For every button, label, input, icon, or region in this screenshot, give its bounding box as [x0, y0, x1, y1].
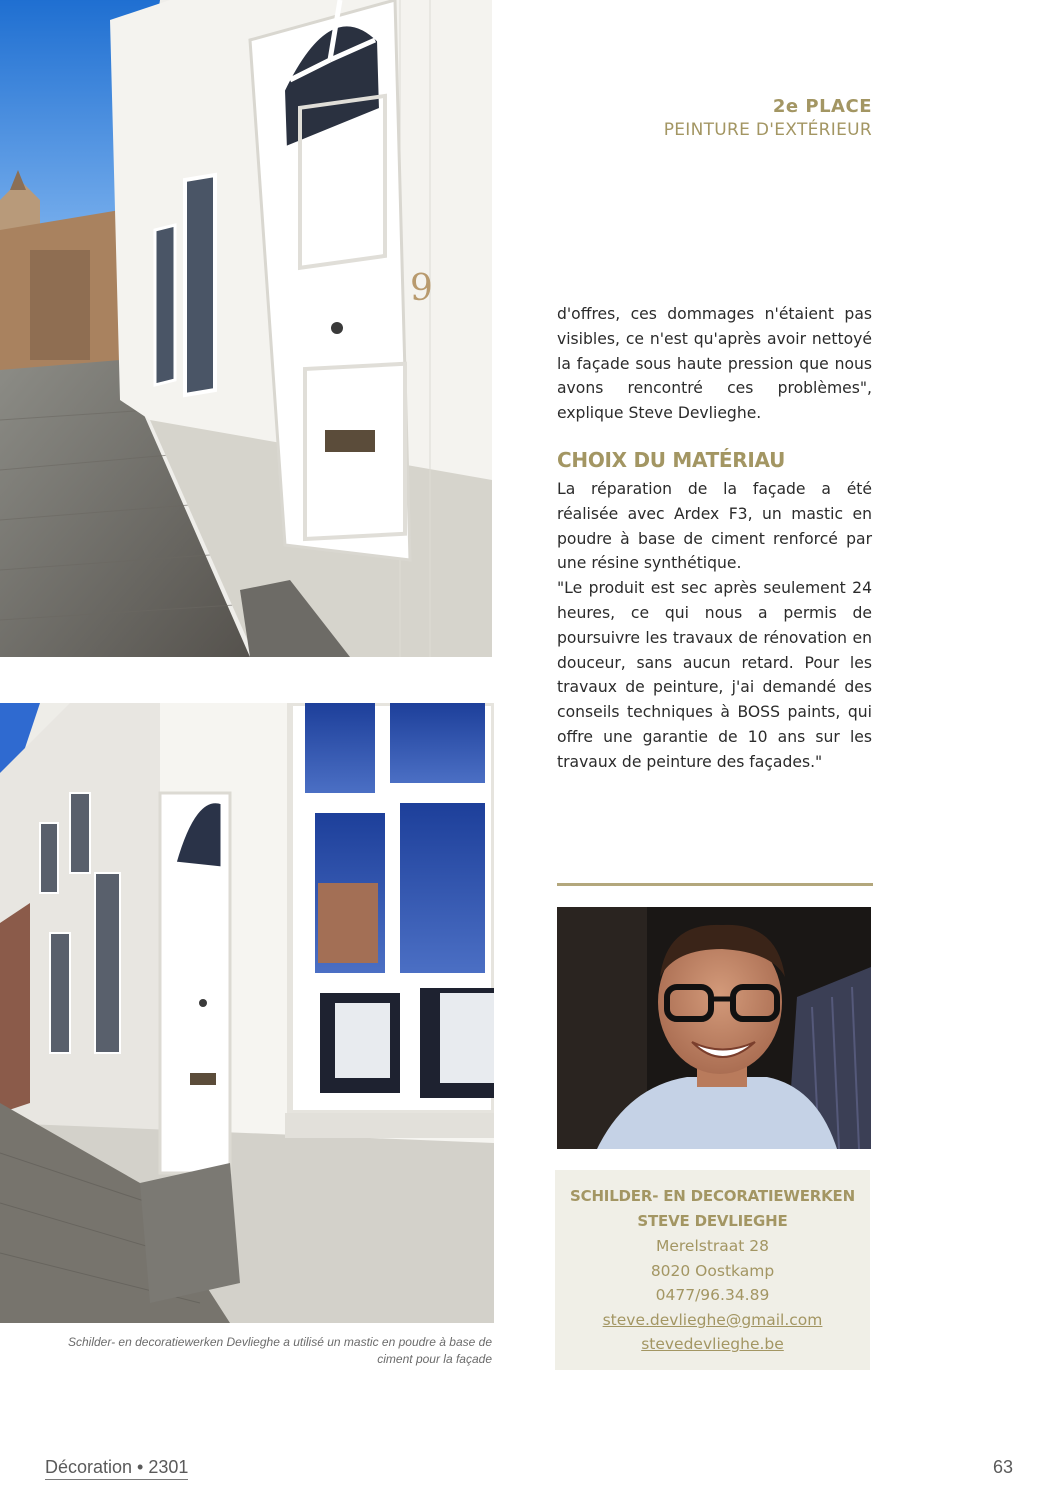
footer-magazine: Décoration • 2301 [45, 1457, 188, 1480]
email-link[interactable]: steve.devlieghe@gmail.com [602, 1310, 823, 1329]
page-number: 63 [992, 1457, 1013, 1477]
material-paragraph-1: La réparation de la façade a été réalisée avec Ardex F3, un mastic en poudre à base de ciment renforcé par une résine synthétique. [557, 480, 872, 573]
award-rank: 2e PLACE [772, 96, 872, 117]
article-intro [557, 302, 872, 426]
facade-door-photo [0, 0, 492, 657]
company-name-line-2: STEVE DEVLIEGHE [637, 1212, 788, 1230]
address-city: 8020 Oostkamp [650, 1261, 775, 1280]
contact-box [555, 1170, 870, 1370]
section-title: CHOIX DU MATÉRIAU [557, 448, 786, 472]
portrait-photo [557, 907, 871, 1149]
divider-rule [557, 883, 873, 886]
article-material [557, 477, 872, 775]
facade-windows-photo [0, 703, 494, 1323]
photo-caption: Schilder- en decoratiewerken Devlieghe a utilisé un mastic en poudre à base de ciment pour la façade [67, 1335, 492, 1366]
award-category: PEINTURE D'EXTÉRIEUR [663, 120, 872, 140]
website-link[interactable]: stevedevlieghe.be [641, 1335, 784, 1354]
intro-paragraph: d'offres, ces dommages n'étaient pas visibles, ce n'est qu'après avoir nettoyé la façade sous haute pression que nous avons rencontré ces problèmes", explique Steve Devlieghe. [557, 305, 872, 423]
company-name-line-1: SCHILDER- EN DECORATIEWERKEN [570, 1187, 855, 1205]
award-heading [664, 96, 872, 142]
svg-text:9: 9 [410, 268, 433, 309]
material-paragraph-2: "Le produit est sec après seulement 24 heures, ce qui nous a permis de poursuivre les travaux de rénovation en douceur, sans aucun retard. Pour les travaux de peinture, j'ai demandé des conseils techniques à BOSS paints, qui offre une garantie de 10 ans sur les travaux de peinture des façades." [557, 579, 872, 771]
company-name [555, 1184, 870, 1234]
address-street: Merelstraat 28 [655, 1237, 770, 1255]
phone-number: 0477/96.34.89 [655, 1286, 770, 1305]
